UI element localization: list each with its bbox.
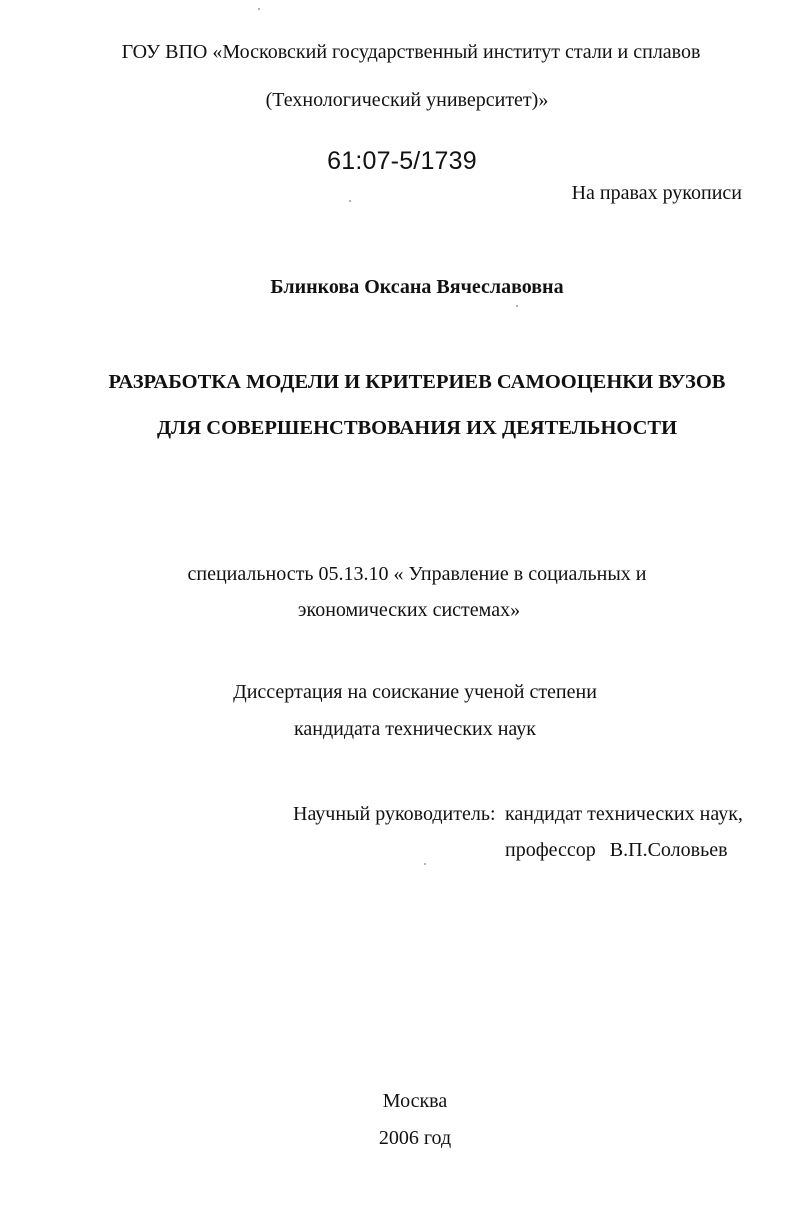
year: 2006 год bbox=[378, 1127, 452, 1149]
advisor-name: В.П.Соловьев bbox=[609, 839, 728, 861]
rights-note: На правах рукописи bbox=[571, 182, 742, 204]
scan-speck bbox=[349, 200, 351, 202]
institution-name-line-1: ГОУ ВПО «Московский государственный институт стали и сплавов bbox=[121, 41, 701, 63]
advisor-degree: кандидат технических наук, bbox=[505, 803, 743, 825]
advisor-name-line bbox=[505, 838, 728, 862]
advisor-rank: профессор bbox=[505, 839, 596, 861]
thesis-title-line-1: РАЗРАБОТКА МОДЕЛИ И КРИТЕРИЕВ САМООЦЕНКИ ВУЗОВ bbox=[108, 371, 726, 393]
thesis-title-line-2: ДЛЯ СОВЕРШЕНСТВОВАНИЯ ИХ ДЕЯТЕЛЬНОСТИ bbox=[156, 417, 678, 439]
advisor-label: Научный руководитель: bbox=[293, 803, 496, 825]
author-name: Блинкова Оксана Вячеславовна bbox=[270, 276, 564, 298]
scan-speck bbox=[258, 8, 260, 10]
specialty-line-1: специальность 05.13.10 « Управление в социальных и bbox=[187, 563, 647, 585]
specialty-line-2: экономических системах» bbox=[297, 599, 521, 621]
degree-line-2: кандидата технических наук bbox=[293, 718, 537, 740]
institution-name-line-2: (Технологический университет)» bbox=[265, 89, 549, 111]
scan-speck bbox=[424, 863, 426, 865]
catalog-number-stamp: 61:07-5/1739 bbox=[327, 147, 477, 175]
scan-speck bbox=[516, 305, 518, 307]
degree-line-1: Диссертация на соискание ученой степени bbox=[233, 681, 597, 703]
city: Москва bbox=[382, 1090, 448, 1112]
